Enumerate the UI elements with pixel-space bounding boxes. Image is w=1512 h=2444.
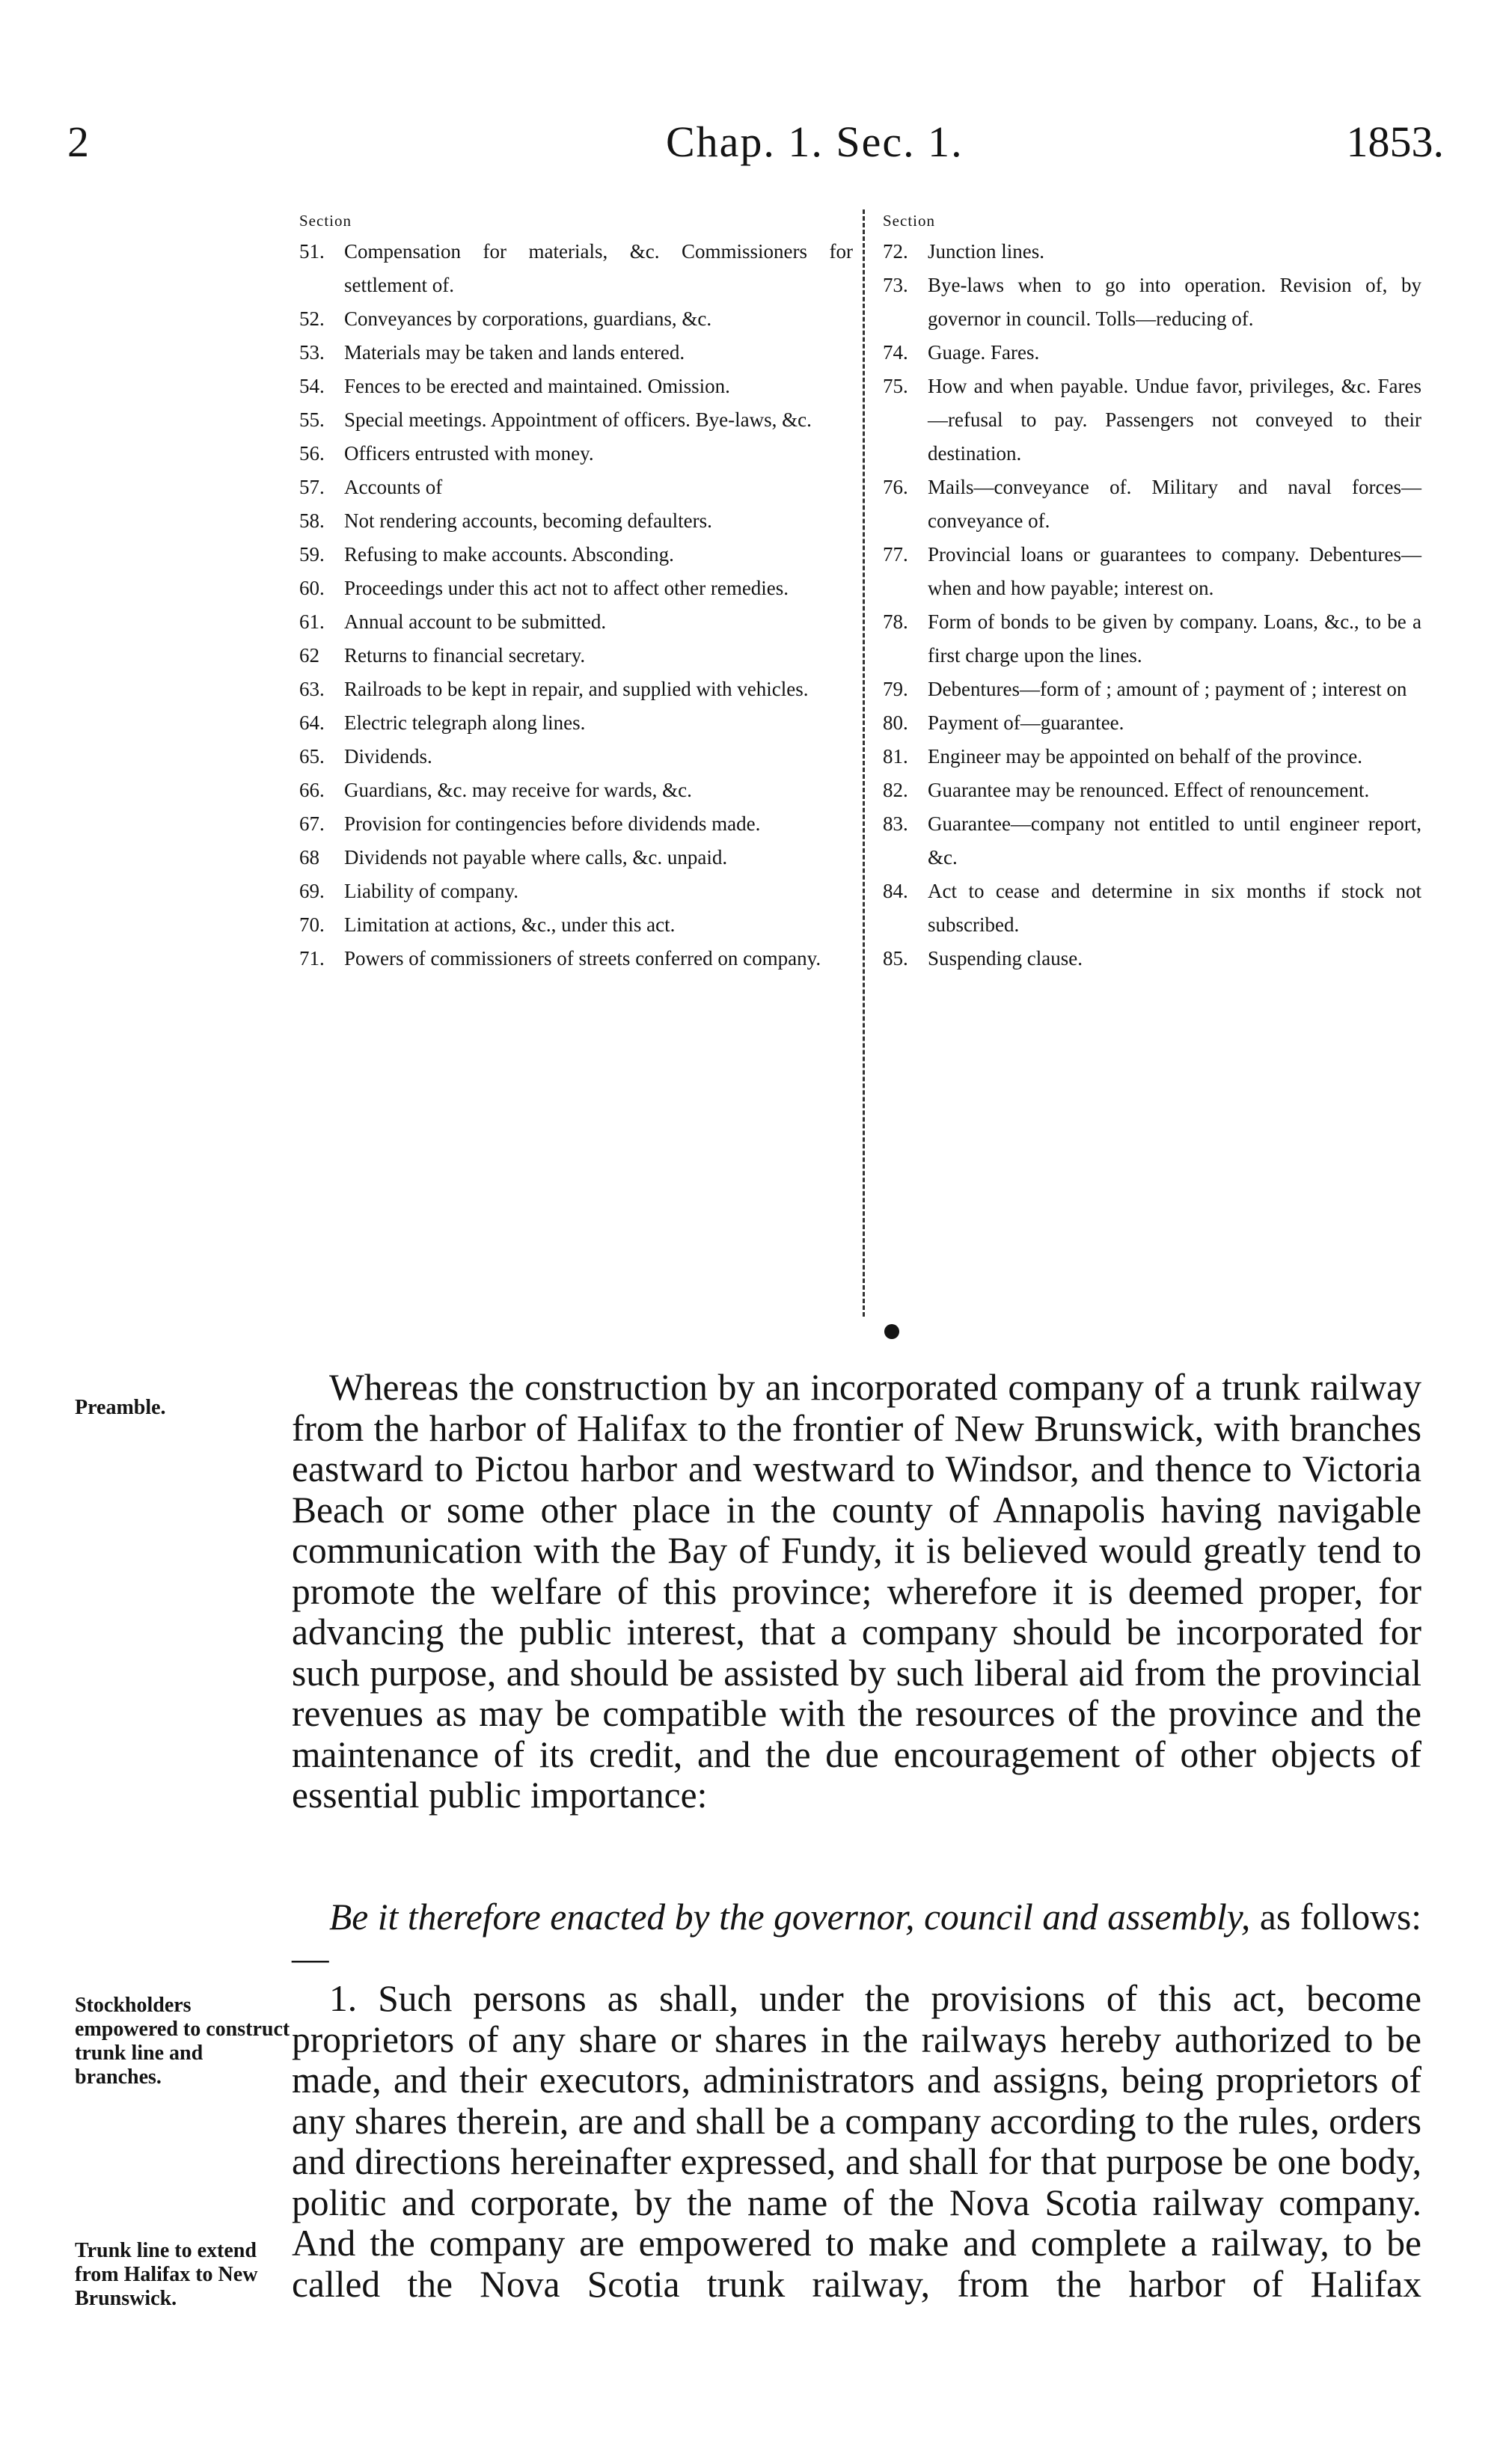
section-number: 75.: [883, 375, 908, 397]
section-index-entry: [299, 538, 853, 572]
section-summary: Engineer may be appointed on behalf of the province.: [928, 745, 1363, 768]
section-number: 82.: [883, 779, 908, 801]
section-summary: Dividends not payable where calls, &c. unpaid.: [344, 846, 728, 869]
section-summary: Bye-laws when to go into operation. Revision of, by governor in council. Tolls—reducing of.: [928, 274, 1421, 330]
section-summary: Guarantee may be renounced. Effect of renouncement.: [928, 779, 1370, 801]
section-number: 71.: [299, 947, 325, 970]
section-summary: Officers entrusted with money.: [344, 442, 594, 465]
section-summary: Accounts of: [344, 476, 443, 498]
section-number: 81.: [883, 745, 908, 768]
section-summary: Mails—conveyance of. Military and naval forces—conveyance of.: [928, 476, 1421, 532]
section-summary: Guarantee—company not entitled to until engineer report, &c.: [928, 812, 1421, 869]
section-number: 63.: [299, 678, 325, 700]
section-index-entry: [299, 504, 853, 538]
section-number: 80.: [883, 711, 908, 734]
section-index-entry: [299, 403, 853, 437]
section-summary: Suspending clause.: [928, 947, 1083, 970]
enacting-clause-italic: Be it therefore enacted by the governor, council and assembly,: [329, 1896, 1251, 1938]
section-index-divider: [863, 209, 865, 1317]
section-index-entry: [883, 471, 1421, 538]
section-number: 65.: [299, 745, 325, 768]
ink-dot: [884, 1324, 899, 1339]
section-index-heading: Section: [299, 212, 352, 230]
section-index-entry: [299, 302, 853, 336]
section-number: 76.: [883, 476, 908, 498]
section-summary: Electric telegraph along lines.: [344, 711, 586, 734]
section-index-entry: [883, 605, 1421, 673]
section-number: 55.: [299, 408, 325, 431]
section-index-entry: [299, 235, 853, 302]
section-number: 51.: [299, 240, 325, 263]
section-summary: Annual account to be submitted.: [344, 610, 607, 633]
section-number: 61.: [299, 610, 325, 633]
section-summary: Provincial loans or guarantees to company. Debentures—when and how payable; interest on.: [928, 543, 1421, 599]
section-index-entry: [883, 269, 1421, 336]
section-index-entry: [883, 875, 1421, 942]
section-summary: Proceedings under this act not to affect other remedies.: [344, 577, 789, 599]
chapter-section-heading: Chap. 1. Sec. 1.: [666, 117, 964, 166]
section-summary: Fences to be erected and maintained. Omission.: [344, 375, 730, 397]
section-index-entry: [883, 774, 1421, 807]
section-summary: Provision for contingencies before dividends made.: [344, 812, 761, 835]
section-number: 83.: [883, 812, 908, 835]
section-index-entry: [299, 572, 853, 605]
section-number: 62: [299, 644, 319, 667]
section-summary: Compensation for materials, &c. Commissioners for settlement of.: [344, 240, 853, 296]
section-number: 56.: [299, 442, 325, 465]
section-number: 73.: [883, 274, 908, 296]
section-index-entry: [883, 740, 1421, 774]
section-index-entry: [883, 538, 1421, 605]
section-number: 74.: [883, 341, 908, 364]
section-index-entry: [883, 673, 1421, 706]
section-index-entry: [299, 471, 853, 504]
section-summary: Special meetings. Appointment of officers. Bye-laws, &c.: [344, 408, 812, 431]
section-index-heading: Section: [883, 212, 935, 230]
section-number: 54.: [299, 375, 325, 397]
section-index-entry: [299, 706, 853, 740]
margin-note-preamble: Preamble.: [75, 1396, 166, 1419]
section-number: 66.: [299, 779, 325, 801]
section-number: 78.: [883, 610, 908, 633]
section-summary: Form of bonds to be given by company. Loans, &c., to be a first charge upon the lines.: [928, 610, 1421, 667]
section-summary: Guardians, &c. may receive for wards, &c.: [344, 779, 692, 801]
section-summary: Conveyances by corporations, guardians, &c.: [344, 307, 712, 330]
enacting-clause-plain: as follows:—: [292, 1896, 1421, 1979]
page-number: 2: [67, 117, 89, 166]
enacting-clause: [292, 1897, 1421, 1979]
margin-note-trunk-line: Trunk line to extend from Halifax to New Brunswick.: [75, 2239, 258, 2310]
section-number: 67.: [299, 812, 325, 835]
section-1-paragraph: [292, 1979, 1421, 2305]
year-heading: 1853.: [1346, 117, 1444, 166]
section-summary: Act to cease and determine in six months if stock not subscribed.: [928, 880, 1421, 936]
section-number: 79.: [883, 678, 908, 700]
section-summary: Liability of company.: [344, 880, 518, 902]
preamble-paragraph: [292, 1368, 1421, 1816]
section-number: 57.: [299, 476, 325, 498]
section-summary: Dividends.: [344, 745, 432, 768]
section-index-entry: [883, 370, 1421, 471]
section-number: 52.: [299, 307, 325, 330]
section-number: 68: [299, 846, 319, 869]
section-number: 58.: [299, 509, 325, 532]
section-index-entry: [883, 942, 1421, 976]
section-number: 84.: [883, 880, 908, 902]
section-number: 77.: [883, 543, 908, 566]
section-index-entry: [299, 841, 853, 875]
section-summary: Materials may be taken and lands entered.: [344, 341, 685, 364]
section-number: 85.: [883, 947, 908, 970]
section-index-entry: [299, 673, 853, 706]
section-number: 60.: [299, 577, 325, 599]
section-index-entry: [883, 706, 1421, 740]
preamble-text: Whereas the construction by an incorporated company of a trunk railway from the harbor of Halifax to the frontier of New Brunswick, with branches eastward to Pictou harbor and westward to Windsor, and thence to Victoria Beach or some other place in the county of Annapolis having navigable communication with the Bay of Fundy, it is believed would greatly tend to promote the welfare of this province; wherefore it is deemed proper, for advancing the public interest, that a company should be incorporated for such purpose, and should be assisted by such liberal aid from the provincial revenues as may be compatible with the resources of the province and the maintenance of its credit, and the due encouragement of other objects of essential public importance:: [292, 1367, 1421, 1816]
section-index-entry: [299, 336, 853, 370]
section-index-entry: [299, 942, 853, 976]
section-summary: Not rendering accounts, becoming defaulters.: [344, 509, 712, 532]
section-index-entry: [299, 807, 853, 841]
section-index-entry: [299, 370, 853, 403]
section-index-entry: [299, 875, 853, 908]
section-index-entry: [883, 807, 1421, 875]
section-index-entry: [299, 908, 853, 942]
section-index-entry: [299, 639, 853, 673]
section-summary: Guage. Fares.: [928, 341, 1040, 364]
section-index-entry: [299, 437, 853, 471]
running-header: [67, 112, 1444, 172]
section-index-entry: [299, 774, 853, 807]
margin-note-stockholders: Stockholders empowered to construct trunk line and branches.: [75, 1994, 290, 2089]
section-summary: Limitation at actions, &c., under this act.: [344, 913, 676, 936]
section-number: 53.: [299, 341, 325, 364]
section-summary: Refusing to make accounts. Absconding.: [344, 543, 674, 566]
section-number: 70.: [299, 913, 325, 936]
section-summary: Returns to financial secretary.: [344, 644, 586, 667]
section-index-entry: [299, 740, 853, 774]
section-summary: Junction lines.: [928, 240, 1044, 263]
section-index-entry: [883, 235, 1421, 269]
section-1-text: 1. Such persons as shall, under the provisions of this act, become proprietors of any share or shares in the railways hereby authorized to be made, and their executors, administrators and assigns, being proprietors of any shares therein, are and shall be a company according to the rules, orders and directions hereinafter expressed, and shall for that purpose be one body, politic and corporate, by the name of the Nova Scotia railway company. And the company are empowered to make and complete a railway, to be called the Nova Scotia trunk railway, from the harbor of Halifax: [292, 1978, 1421, 2305]
section-number: 72.: [883, 240, 908, 263]
section-number: 64.: [299, 711, 325, 734]
section-summary: Railroads to be kept in repair, and supplied with vehicles.: [344, 678, 809, 700]
section-index-left: [299, 209, 853, 976]
section-summary: Payment of—guarantee.: [928, 711, 1124, 734]
section-summary: Powers of commissioners of streets conferred on company.: [344, 947, 821, 970]
section-index-entry: [883, 336, 1421, 370]
section-number: 59.: [299, 543, 325, 566]
section-index-right: [883, 209, 1421, 976]
section-summary: How and when payable. Undue favor, privileges, &c. Fares—refusal to pay. Passengers not conveyed to their destination.: [928, 375, 1421, 465]
section-number: 69.: [299, 880, 325, 902]
section-index-entry: [299, 605, 853, 639]
section-summary: Debentures—form of ; amount of ; payment of ; interest on: [928, 678, 1407, 700]
